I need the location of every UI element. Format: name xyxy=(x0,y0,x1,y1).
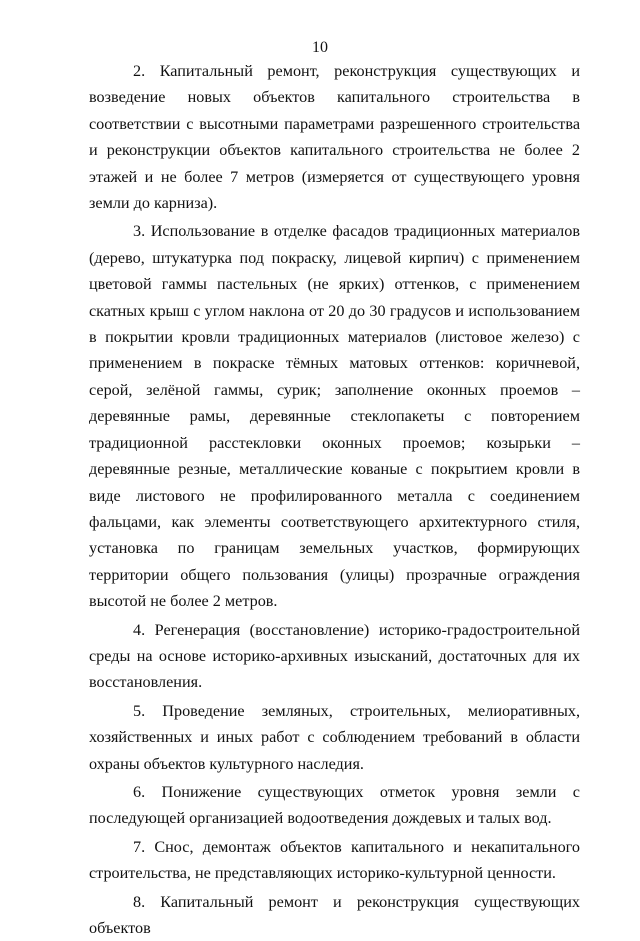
paragraph-item-8: 8. Капитальный ремонт и реконструкция существующих объектов xyxy=(89,892,580,937)
page-number: 10 xyxy=(312,39,328,56)
paragraph-item-2: 2. Капитальный ремонт, реконструкция существующих и возведение новых объектов капитального строительства в соответствии с высотными параметрами разрешенного строительства и реконструкции объектов капитального строительства не более 2 этажей и не более 7 метров (измеряется от существующего уровня земли до карниза). xyxy=(89,62,580,213)
document-body xyxy=(89,58,580,941)
paragraph-item-4: 4. Регенерация (восстановление) историко-градостроительной среды на основе историко-архивных изысканий, достаточных для их восстановления. xyxy=(89,620,580,692)
paragraph-item-7: 7. Снос, демонтаж объектов капитального и некапитального строительства, не представляющих историко-культурной ценности. xyxy=(89,837,580,883)
paragraph-item-5: 5. Проведение земляных, строительных, мелиоративных, хозяйственных и иных работ с соблюдением требований в области охраны объектов культурного наследия. xyxy=(89,701,580,773)
paragraph-item-6: 6. Понижение существующих отметок уровня земли с последующей организацией водоотведения дождевых и талых вод. xyxy=(89,782,580,828)
paragraph-item-3: 3. Использование в отделке фасадов традиционных материалов (дерево, штукатурка под покраску, лицевой кирпич) с применением цветовой гаммы пастельных (не ярких) оттенков, с применением скатных крыш с углом наклона от 20 до 30 градусов и использованием в покрытии кровли традиционных материалов (листовое железо) с применением в покраске тёмных матовых оттенков: коричневой, серой, зелёной гаммы, сурик; заполнение оконных проемов – деревянные рамы, деревянные стеклопакеты с повторением традиционной расстекловки оконных проемов; козырьки – деревянные резные, металлические кованые с покрытием кровли в виде листового не профилированного металла с соединением фальцами, как элементы соответствующего архитектурного стиля, установка по границам земельных участков, формирующих территории общего пользования (улицы) прозрачные ограждения высотой не более 2 метров. xyxy=(89,222,580,611)
